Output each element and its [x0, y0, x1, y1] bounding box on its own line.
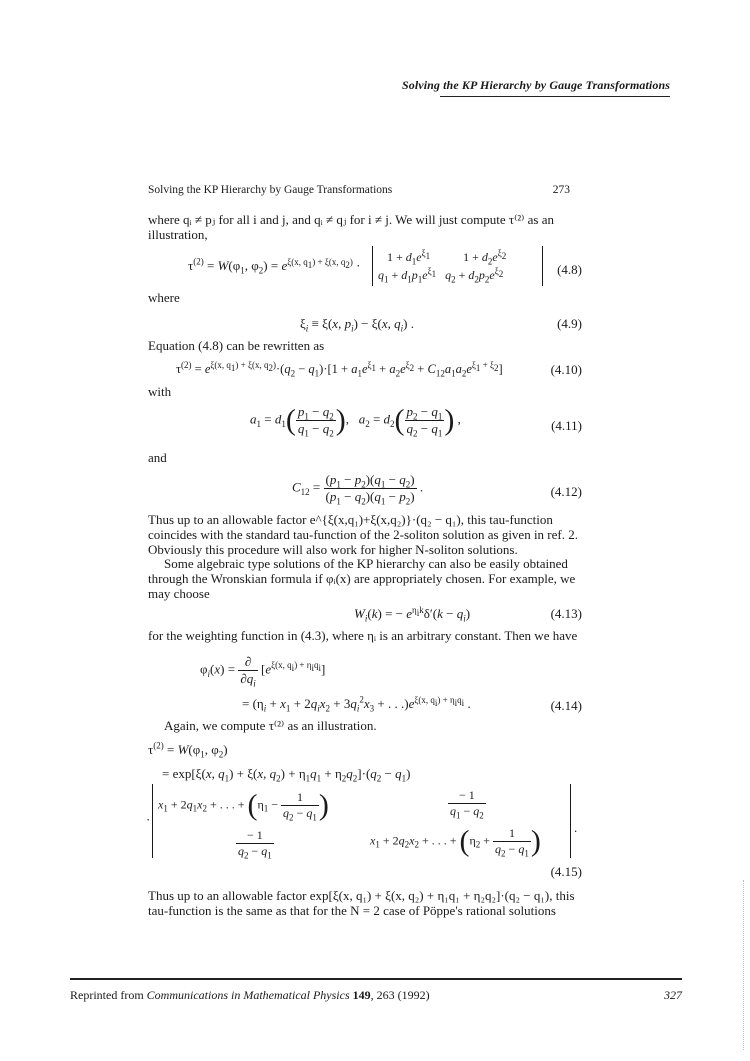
- equation-4-15-line-1: $\tau^{(2)} = W(\varphi_1$, $\varphi_2$): [148, 740, 228, 760]
- determinant-4-15-a21: $\frac{- 1}{q_2 - q_1}$: [238, 828, 272, 861]
- determinant-4-15-left-bar: [152, 784, 153, 858]
- equation-4-15-dot: ·: [146, 812, 151, 827]
- footer-rule: [70, 978, 682, 980]
- determinant-4-15-right-bar: [570, 784, 571, 858]
- running-head: Solving the KP Hierarchy by Gauge Transformations: [401, 78, 670, 92]
- determinant-4-8: $1 + d_1e^{\xi_1}$ $1 + d_2e^{\xi_2}$ $q_1 + d_1p_1e^{\xi_1}$ $q_2 + d_2p_2e^{\xi_2}$: [378, 248, 507, 285]
- paragraph-7: Some algebraic type solutions of the KP hierarchy can also be easily obtained through the Wronskian formula if φᵢ(x) are appropriately chosen. For example, we may choose: [148, 556, 576, 601]
- page-header: [148, 184, 570, 196]
- paragraph-3: Equation (4.8) can be rewritten as: [148, 338, 325, 353]
- equation-4-14-line-2: = ($\eta_i + x_1 + 2q_ix_2 + 3q_i^2x_3$ + . . $.)e^{\xi(x, q_i) + \eta_iq_i}$ .: [242, 694, 471, 714]
- equation-number-4-12: (4.12): [550, 484, 582, 499]
- footer-prefix: Reprinted from: [70, 988, 147, 1002]
- paragraph-4: with: [148, 384, 172, 399]
- determinant-4-15-a11: $x_1 + 2q_1x_2$ + . . . + ($\eta_1$ − $\frac{1}{q_2 - q_1}$ ): [158, 788, 329, 823]
- equation-number-4-8: (4.8): [557, 262, 582, 277]
- equation-4-15-period: .: [574, 820, 578, 835]
- equation-4-9: $\xi_i \equiv \xi(x$, $p_i) - \xi(x$, $q_i$) .: [300, 316, 415, 334]
- header-rule: [440, 96, 670, 97]
- equation-4-11: $a_1 = d_1$( $\frac{p_1 - q_2}{q_1 - q_2}$ ), $a_2 = d_2$( $\frac{p_2 - q_1}{q_2 - q_1}$ ) ,: [250, 403, 461, 439]
- page-header-number: 273: [552, 184, 570, 196]
- equation-number-4-10: (4.10): [550, 362, 582, 377]
- paragraph-10: Thus up to an allowable factor exp[ξ(x, q₁) + ξ(x, q₂) + η₁q₁ + η₂q₂]·(q₂ − q₁), this tau-function is the same as that for the N = 2 case of Pöppe's rational solutions: [148, 888, 575, 918]
- paragraph-1: where qᵢ ≠ pⱼ for all i and j, and qᵢ ≠ qⱼ for i ≠ j. We will just compute τ⁽²⁾ as an illustration,: [148, 212, 554, 242]
- footer-citation: [70, 988, 430, 1003]
- determinant-left-bar: [372, 246, 373, 286]
- equation-4-13: $W_i(k)$ = − $e^{\eta_ik}\delta'(k - q_i)$: [354, 604, 471, 624]
- paragraph-6: Thus up to an allowable factor e^{ξ(x,q₁)+ξ(x,q₂)}·(q₂ − q₁), this tau-function coincides with the standard tau-function of the 2-soliton solution as given in ref. 2. Obviously this procedure will also work for higher N-soliton solutions.: [148, 512, 578, 557]
- footer-page-number: 327: [664, 988, 682, 1002]
- footer-journal: Communications in Mathematical Physics: [146, 988, 350, 1002]
- page-header-title: Solving the KP Hierarchy by Gauge Transformations: [148, 184, 393, 196]
- equation-4-12: $C_{12}$ = $\frac{(p_1 - p_2)(q_1 - q_2)}{(p_1 - q_2)(q_1 - p_2)}$ .: [292, 472, 424, 507]
- paragraph-8: for the weighting function in (4.3), where ηᵢ is an arbitrary constant. Then we have: [148, 628, 578, 643]
- equation-number-4-13: (4.13): [550, 606, 582, 621]
- determinant-right-bar: [542, 246, 543, 286]
- equation-4-14-line-1: $\varphi_i(x)$ = $\frac{\partial}{\partial q_i}$ $[e^{\xi(x, q_i) + \eta_iq_i}]$: [200, 654, 326, 689]
- footer-volume: 149: [352, 988, 371, 1002]
- equation-4-10: $\tau^{(2)} = e^{\xi(x, q_1) + \xi(x, q_2)}\cdot(q_2 - q_1)\cdot[1 + a_1e^{\xi_1} + a_2e^{\xi_2} + C_{12}a_1a_2e^{\xi_1 + \xi_2}]$: [176, 359, 503, 379]
- equation-number-4-11: (4.11): [551, 418, 582, 433]
- equation-number-4-9: (4.9): [557, 316, 582, 331]
- equation-4-15-line-2: = exp[ξ(x, $q_1) + \xi(x$, $q_2) + \eta_1q_1 + \eta_2q_2]\cdot(q_2 - q_1)$: [162, 766, 411, 784]
- scan-margin-artifact: [743, 880, 746, 1050]
- determinant-4-15-a12: $\frac{- 1}{q_1 - q_2}$: [450, 788, 484, 821]
- equation-number-4-15: (4.15): [550, 864, 582, 879]
- equation-number-4-14: (4.14): [550, 698, 582, 713]
- footer-rest: , 263 (1992): [370, 988, 430, 1002]
- paragraph-2: where: [148, 290, 180, 305]
- paragraph-9: Again, we compute τ⁽²⁾ as an illustration.: [164, 718, 377, 733]
- paragraph-5: and: [148, 450, 167, 465]
- equation-4-8: $\tau^{(2)} = W(\varphi_1$, $\varphi_2) = e^{\xi(x, q_1) + \xi(x, q_2)}$ ·: [188, 256, 361, 276]
- determinant-4-15-a22: $x_1 + 2q_2x_2$ + . . . + ($\eta_2$ + $\frac{1}{q_2 - q_1}$ ): [370, 824, 541, 859]
